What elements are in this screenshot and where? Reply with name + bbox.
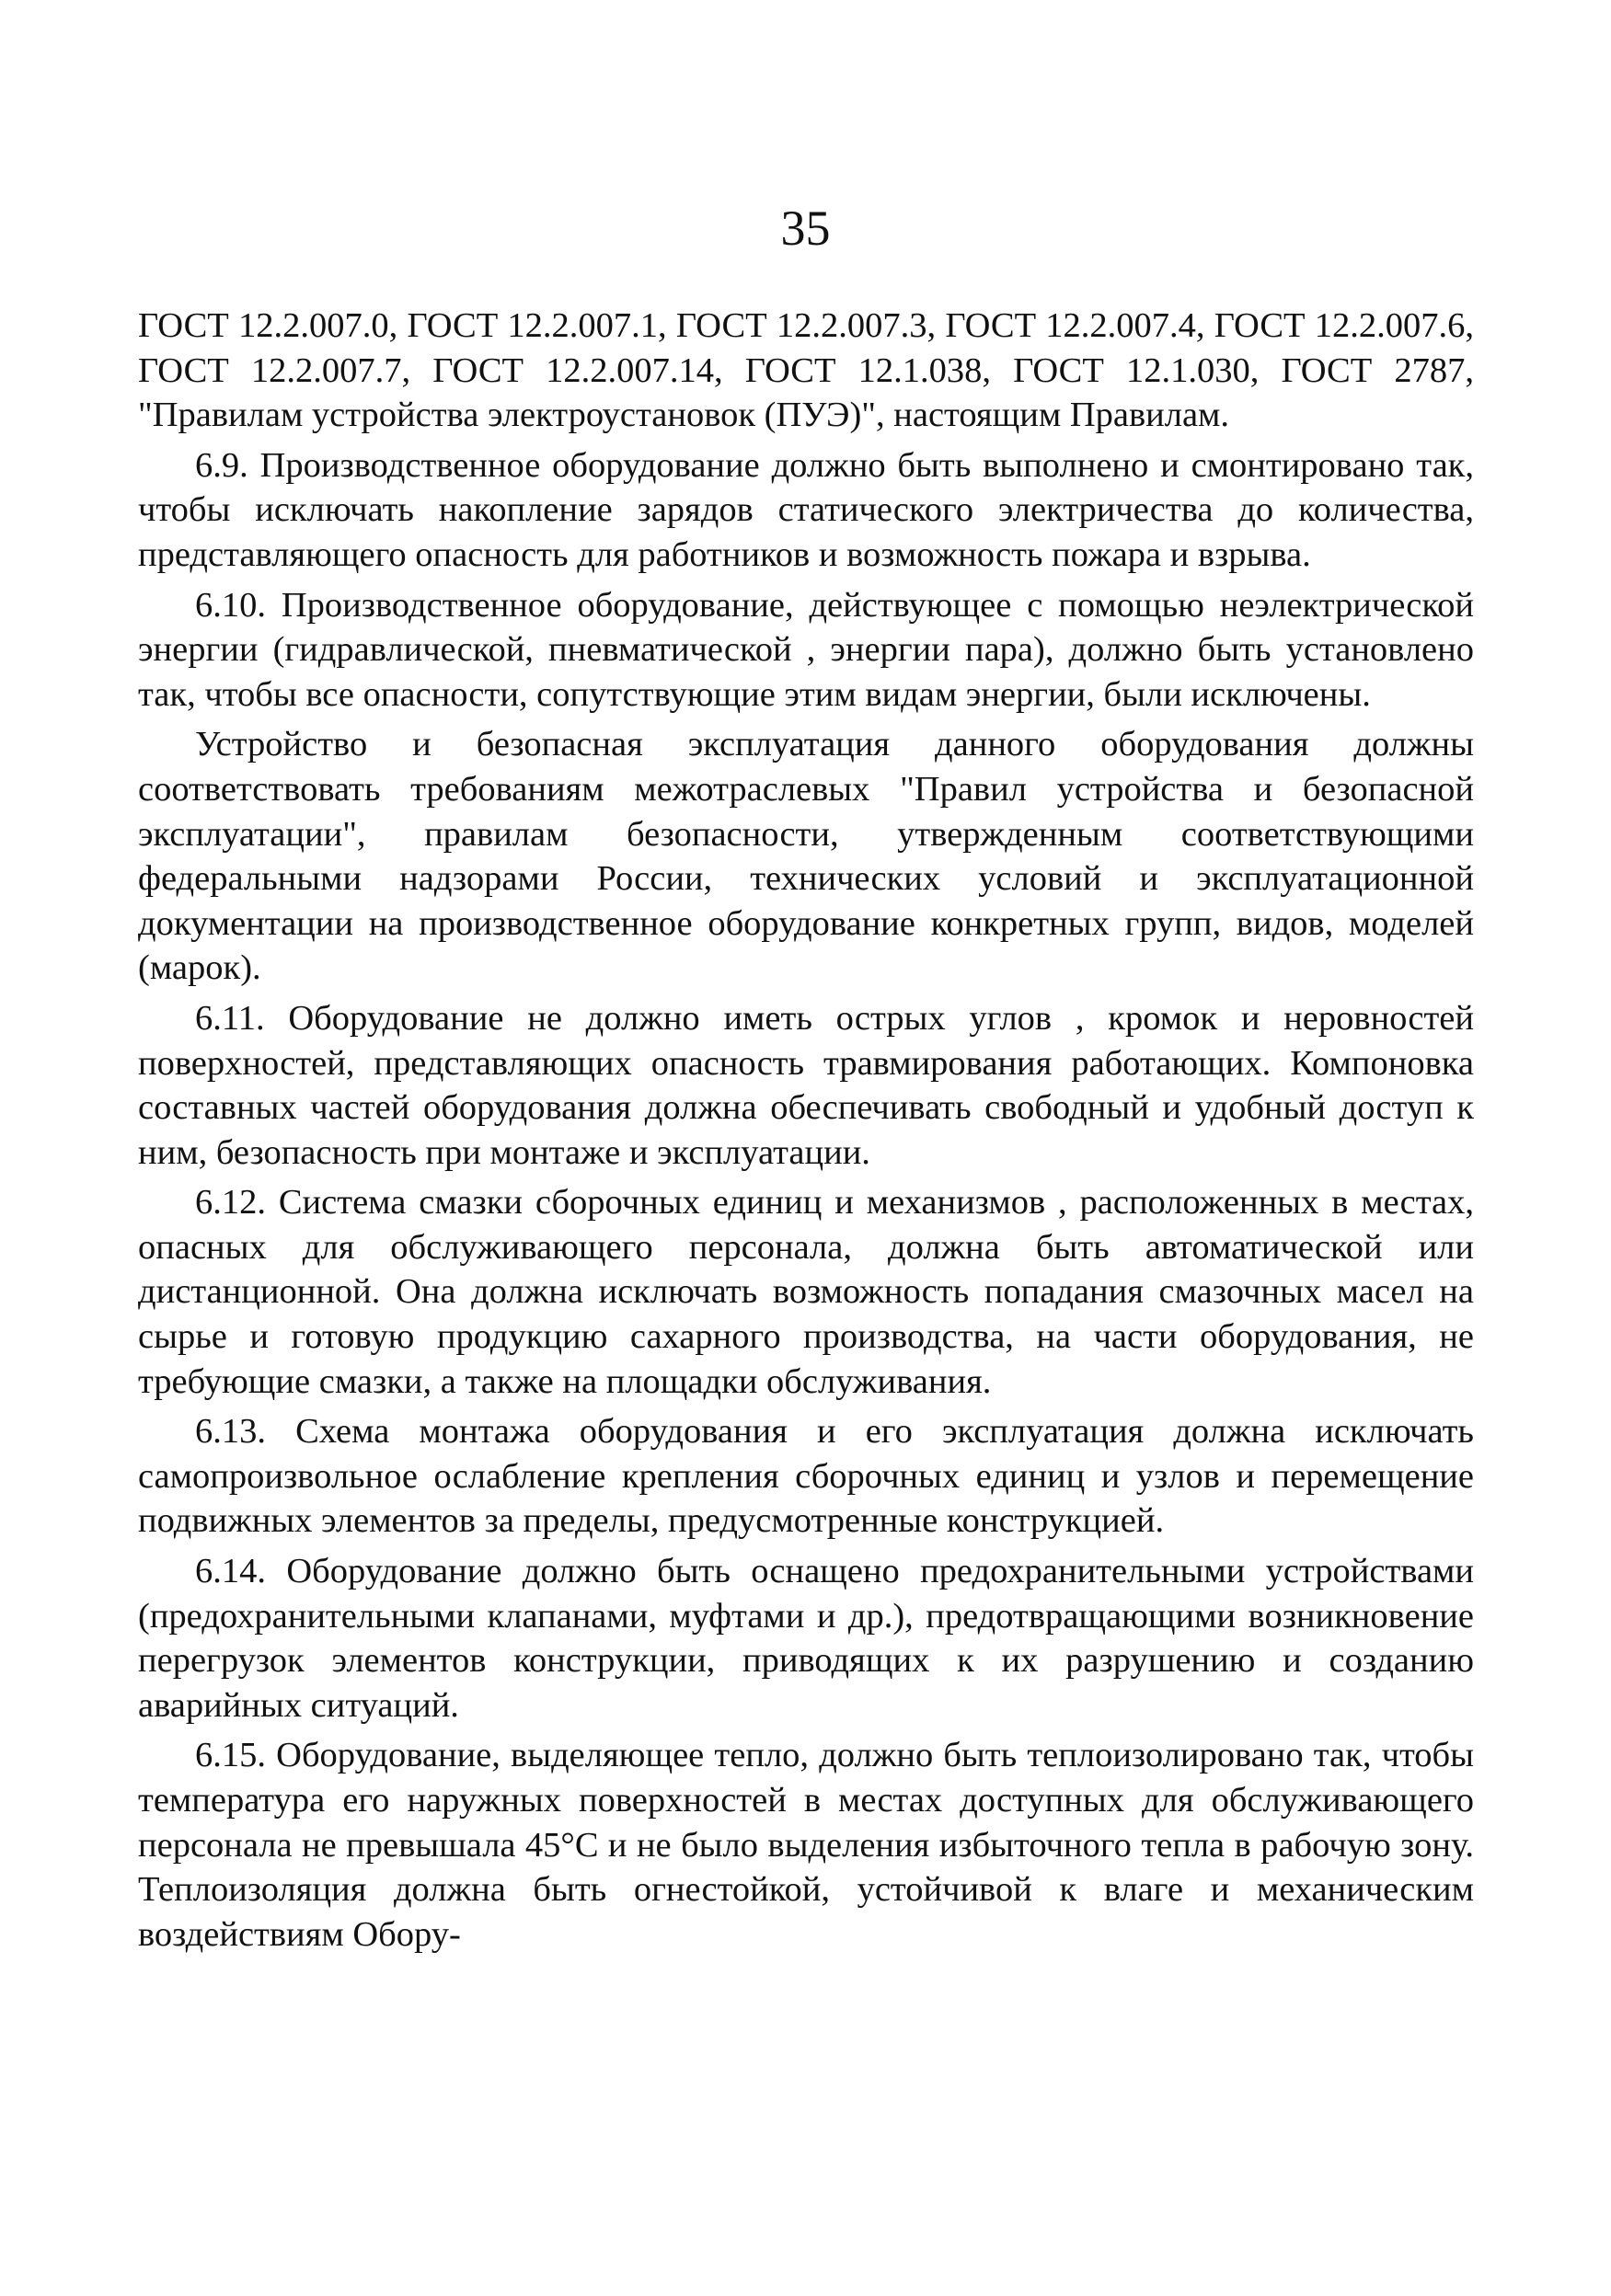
paragraph-6-14: 6.14. Оборудование должно быть оснащено предохранительными устройствами (предохранительными клапанами, муфтами и др.), предотвращающими возникновение перегрузок элементов конструкции, приводящих к их разрушению и созданию аварийных ситуаций. bbox=[138, 1552, 1474, 1725]
paragraph-6-12: 6.12. Система смазки сборочных единиц и механизмов , расположенных в местах, опасных для обслуживающего персонала, должна быть автоматической или дистанционной. Она должна исключать возможность попадания смазочных масел на сырье и готовую продукцию сахарного производства, на части оборудования, не требующие смазки, а также на площадки обслуживания. bbox=[138, 1183, 1474, 1401]
paragraph-6-13: 6.13. Схема монтажа оборудования и его эксплуатация должна исключать самопроизвольное ослабление крепления сборочных единиц и узлов и перемещение подвижных элементов за пределы, предусмотренные конструкцией. bbox=[138, 1412, 1474, 1541]
paragraph-6-9: 6.9. Производственное оборудование должно быть выполнено и смонтировано так, чтобы исключать накопление зарядов статического электричества до количества, представляющего опасность для работников и возможность пожара и взрыва. bbox=[138, 445, 1474, 574]
paragraph-6-10: 6.10. Производственное оборудование, действующее с помощью неэлектрической энергии (гидравлической, пневматической , энергии пара), должно быть установлено так, чтобы все опасности, сопутствующие этим видам энергии, были исключены. bbox=[138, 585, 1474, 714]
body-text bbox=[138, 304, 1474, 1962]
paragraph-6-15: 6.15. Оборудование, выделяющее тепло, должно быть теплоизолировано так, чтобы температура его наружных поверхностей в местах доступных для обслуживающего персонала не превышала 45°С и не было выделения избыточного тепла в рабочую зону. Теплоизоляция должна быть огнестойкой, устойчивой к влаге и механическим воздействиям Обору- bbox=[138, 1736, 1474, 1954]
paragraph-6-10-continued: Устройство и безопасная эксплуатация данного оборудования должны соответствовать требованиям межотраслевых "Правил устройства и безопасной эксплуатации", правилам безопасности, утвержденным соответствующими федеральными надзорами России, технических условий и эксплуатационной документации на производственное оборудование конкретных групп, видов, моделей (марок). bbox=[138, 725, 1474, 988]
page-number: 35 bbox=[780, 201, 831, 256]
paragraph-standards-list: ГОСТ 12.2.007.0, ГОСТ 12.2.007.1, ГОСТ 12.2.007.3, ГОСТ 12.2.007.4, ГОСТ 12.2.007.6, ГОСТ 12.2.007.7, ГОСТ 12.2.007.14, ГОСТ 12.1.038, ГОСТ 12.1.030, ГОСТ 2787, "Правилам устройства электроустановок (ПУЭ)", настоящим Правилам. bbox=[138, 306, 1474, 435]
paragraph-6-11: 6.11. Оборудование не должно иметь острых углов , кромок и неровностей поверхностей, представляющих опасность травмирования работающих. Компоновка составных частей оборудования должна обеспечивать свободный и удобный доступ к ним, безопасность при монтаже и эксплуатации. bbox=[138, 998, 1474, 1172]
